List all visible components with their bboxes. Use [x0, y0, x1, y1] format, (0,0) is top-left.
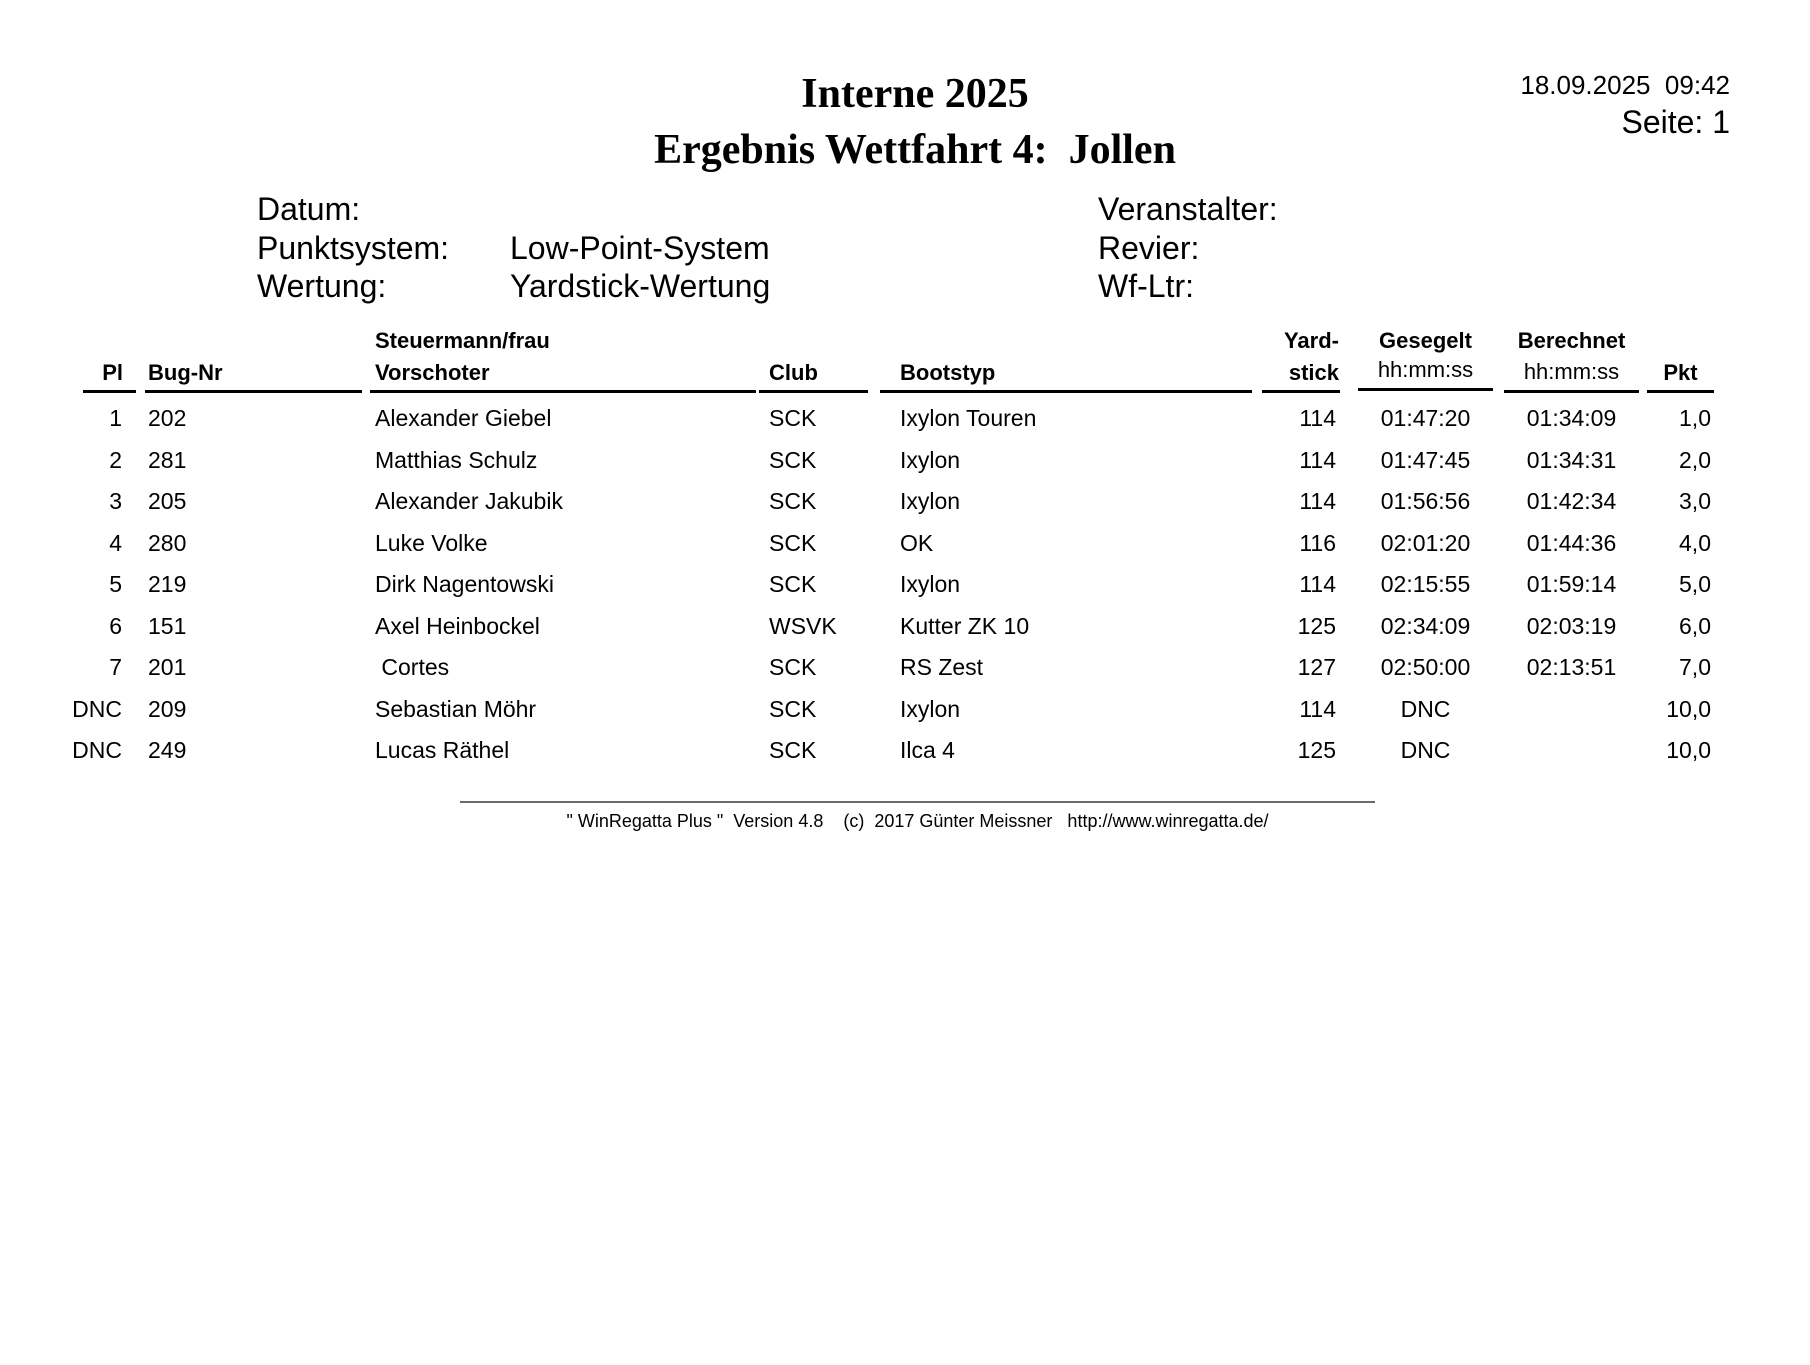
cell-pkt: 2,0 — [1679, 447, 1711, 473]
cell-pl: 1 — [109, 405, 122, 431]
cell-name: Luke Volke — [375, 530, 488, 556]
cell-yardstick: 116 — [1299, 530, 1336, 556]
col-header-club: Club — [769, 360, 818, 385]
cell-bugnr: 280 — [148, 530, 187, 556]
cell-yardstick: 114 — [1299, 447, 1336, 473]
cell-bugnr: 281 — [148, 447, 187, 473]
col-header-pkt: Pkt — [1663, 360, 1698, 385]
cell-gesegelt: DNC — [1400, 737, 1451, 763]
cell-gesegelt: 02:34:09 — [1380, 613, 1471, 639]
cell-berechnet: 02:13:51 — [1526, 654, 1617, 680]
info-label-revier: Revier: — [1098, 230, 1200, 266]
cell-pl: 7 — [109, 654, 122, 680]
cell-berechnet: 01:59:14 — [1526, 571, 1617, 597]
info-label-wfltr: Wf-Ltr: — [1098, 268, 1194, 304]
cell-club: SCK — [769, 447, 817, 473]
cell-name: Sebastian Möhr — [375, 696, 537, 722]
cell-bootstyp: Ixylon — [900, 488, 961, 514]
col-header-bugnr: Bug-Nr — [148, 360, 223, 385]
cell-gesegelt: 01:47:45 — [1380, 447, 1471, 473]
cell-bootstyp: Ixylon — [900, 571, 961, 597]
cell-name: Alexander Giebel — [375, 405, 552, 431]
document-subtitle: Ergebnis Wettfahrt 4: Jollen — [654, 127, 1176, 173]
cell-pl: DNC — [72, 737, 122, 763]
cell-bugnr: 201 — [148, 654, 187, 680]
cell-pkt: 10,0 — [1666, 737, 1711, 763]
cell-gesegelt: 02:50:00 — [1380, 654, 1471, 680]
cell-pl: 6 — [109, 613, 122, 639]
cell-club: WSVK — [769, 613, 837, 639]
cell-yardstick: 125 — [1297, 613, 1336, 639]
cell-club: SCK — [769, 571, 817, 597]
cell-yardstick: 114 — [1299, 405, 1336, 431]
cell-pl: 4 — [109, 530, 122, 556]
cell-pl: 5 — [109, 571, 122, 597]
header-underline-pl — [83, 390, 136, 393]
col-header-gesegelt-unit: hh:mm:ss — [1377, 357, 1474, 382]
info-label-veranstalter: Veranstalter: — [1098, 191, 1278, 227]
cell-gesegelt: 01:47:20 — [1380, 405, 1471, 431]
cell-gesegelt: 01:56:56 — [1380, 488, 1471, 514]
cell-bootstyp: Kutter ZK 10 — [900, 613, 1030, 639]
header-underline-pkt — [1647, 390, 1714, 393]
cell-yardstick: 114 — [1299, 696, 1336, 722]
cell-berechnet: 01:44:36 — [1526, 530, 1617, 556]
cell-gesegelt: DNC — [1400, 696, 1451, 722]
cell-name: Dirk Nagentowski — [375, 571, 554, 597]
col-header-yardstick-line1: Yard- — [1283, 328, 1339, 353]
cell-bootstyp: Ilca 4 — [900, 737, 955, 763]
cell-bugnr: 205 — [148, 488, 187, 514]
cell-yardstick: 125 — [1297, 737, 1336, 763]
col-header-steuermann: Steuermann/frau — [375, 328, 550, 353]
footer-credits: " WinRegatta Plus " Version 4.8 (c) 2017 Günter Meissner http://www.winregatta.de/ — [566, 811, 1269, 831]
info-label-punktsystem: Punktsystem: — [257, 230, 450, 266]
col-header-bootstyp: Bootstyp — [900, 360, 996, 385]
cell-pl: 3 — [109, 488, 122, 514]
cell-bugnr: 151 — [148, 613, 187, 639]
cell-pkt: 5,0 — [1679, 571, 1711, 597]
header-underline-berechnet — [1504, 390, 1639, 393]
cell-berechnet: 01:34:09 — [1526, 405, 1617, 431]
cell-name: Matthias Schulz — [375, 447, 538, 473]
cell-name: Alexander Jakubik — [375, 488, 563, 514]
cell-name: Cortes — [375, 654, 450, 680]
cell-bugnr: 219 — [148, 571, 187, 597]
cell-yardstick: 114 — [1299, 571, 1336, 597]
info-label-datum: Datum: — [257, 191, 361, 227]
cell-yardstick: 127 — [1297, 654, 1336, 680]
cell-club: SCK — [769, 488, 817, 514]
cell-club: SCK — [769, 696, 817, 722]
col-header-gesegelt: Gesegelt — [1379, 328, 1472, 353]
cell-club: SCK — [769, 654, 817, 680]
page-number: Seite: 1 — [1621, 104, 1730, 140]
header-underline-bugnr — [145, 390, 362, 393]
cell-berechnet: 01:42:34 — [1526, 488, 1617, 514]
cell-club: SCK — [769, 530, 817, 556]
cell-club: SCK — [769, 737, 817, 763]
col-header-berechnet: Berechnet — [1517, 328, 1626, 353]
cell-bugnr: 209 — [148, 696, 187, 722]
cell-berechnet: 02:03:19 — [1526, 613, 1617, 639]
cell-yardstick: 114 — [1299, 488, 1336, 514]
cell-bootstyp: RS Zest — [900, 654, 984, 680]
cell-bugnr: 202 — [148, 405, 187, 431]
cell-pl: DNC — [72, 696, 122, 722]
info-value-wertung: Yardstick-Wertung — [510, 268, 771, 304]
header-underline-yardstick — [1262, 390, 1340, 393]
print-datetime: 18.09.2025 09:42 — [1520, 70, 1730, 100]
header-underline-club — [759, 390, 868, 393]
cell-gesegelt: 02:15:55 — [1380, 571, 1471, 597]
footer-divider — [460, 801, 1375, 803]
cell-pkt: 10,0 — [1666, 696, 1711, 722]
document-title: Interne 2025 — [801, 71, 1029, 117]
header-underline-bootstyp — [880, 390, 1252, 393]
cell-pkt: 7,0 — [1679, 654, 1711, 680]
col-header-pl: Pl — [102, 360, 123, 385]
cell-pkt: 6,0 — [1679, 613, 1711, 639]
cell-berechnet: 01:34:31 — [1526, 447, 1617, 473]
info-label-wertung: Wertung: — [257, 268, 387, 304]
cell-name: Lucas Räthel — [375, 737, 510, 763]
cell-bootstyp: OK — [900, 530, 934, 556]
col-header-vorschoter: Vorschoter — [375, 360, 490, 385]
cell-name: Axel Heinbockel — [375, 613, 540, 639]
cell-bootstyp: Ixylon — [900, 696, 961, 722]
cell-bugnr: 249 — [148, 737, 187, 763]
cell-pkt: 3,0 — [1679, 488, 1711, 514]
cell-club: SCK — [769, 405, 817, 431]
header-underline-name — [370, 390, 756, 393]
cell-gesegelt: 02:01:20 — [1380, 530, 1471, 556]
cell-bootstyp: Ixylon — [900, 447, 961, 473]
info-value-punktsystem: Low-Point-System — [510, 230, 770, 266]
col-header-berechnet-unit: hh:mm:ss — [1523, 359, 1620, 384]
cell-pkt: 4,0 — [1679, 530, 1711, 556]
col-header-yardstick-line2: stick — [1288, 360, 1339, 385]
cell-pkt: 1,0 — [1679, 405, 1711, 431]
cell-pl: 2 — [109, 447, 122, 473]
header-underline-gesegelt — [1358, 388, 1493, 391]
cell-bootstyp: Ixylon Touren — [900, 405, 1037, 431]
